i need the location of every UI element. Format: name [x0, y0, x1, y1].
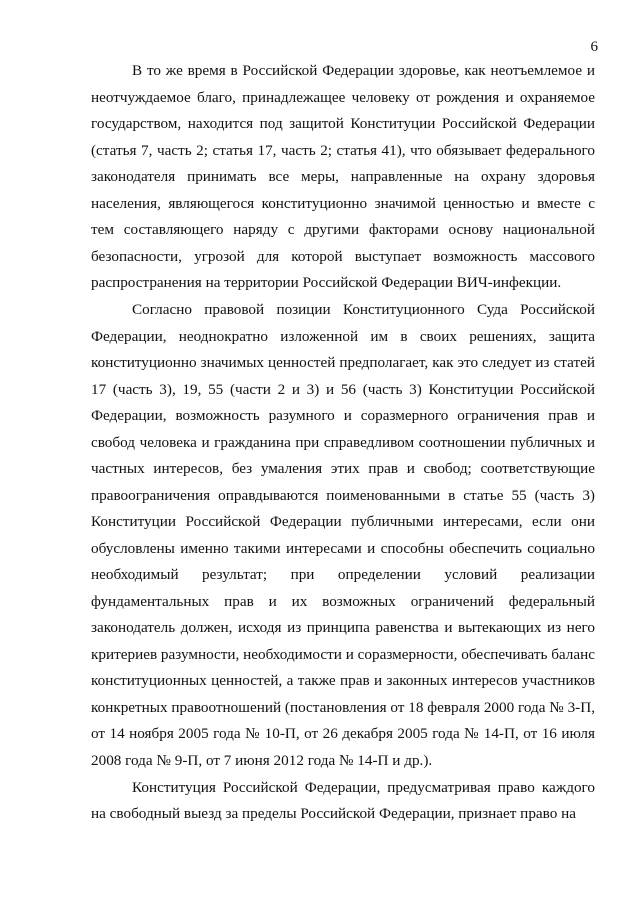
document-body: [91, 58, 595, 828]
paragraph-constitutional-court-position: Согласно правовой позиции Конституционного Суда Российской Федерации, неоднократно изложенной им в своих решениях, защита конституционно значимых ценностей предполагает, как это следует из статей 17 (часть 3), 19, 55 (части 2 и 3) и 56 (часть 3) Конституции Российской Федерации, возможность разумного и соразмерного ограничения прав и свобод человека и гражданина при справедливом соотношении публичных и частных интересов, без умаления этих прав и свобод; соответствующие правоограничения оправдываются поименованными в статье 55 (часть 3) Конституции Российской Федерации публичными интересами, если они обусловлены именно такими интересами и способны обеспечить социально необходимый результат; при определении условий реализации фундаментальных прав и их возможных ограничений федеральный законодатель должен, исходя из принципа равенства и вытекающих из него критериев разумности, необходимости и соразмерности, обеспечивать баланс конституционных ценностей, а также прав и законных интересов участников конкретных правоотношений (постановления от 18 февраля 2000 года № 3-П, от 14 ноября 2005 года № 10-П, от 26 декабря 2005 года № 14-П, от 16 июля 2008 года № 9-П, от 7 июня 2012 года № 14-П и др.).: [91, 301, 595, 769]
paragraph-health-protection: В то же время в Российской Федерации здоровье, как неотъемлемое и неотчуждаемое благо, принадлежащее человеку от рождения и охраняемое государством, находится под защитой Конституции Российской Федерации (статья 7, часть 2; статья 17, часть 2; статья 41), что обязывает федерального законодателя принимать все меры, направленные на охрану здоровья населения, являющегося конституционно значимой ценностью и вместе с тем составляющего наряду с другими факторами основу национальной безопасности, угрозой для которой выступает возможность массового распространения на территории Российской Федерации ВИЧ-инфекции.: [91, 62, 595, 291]
paragraph-freedom-of-exit: Конституция Российской Федерации, предусматривая право каждого на свободный выезд за пределы Российской Федерации, признает право на: [91, 778, 595, 822]
page-number: 6: [590, 39, 598, 55]
